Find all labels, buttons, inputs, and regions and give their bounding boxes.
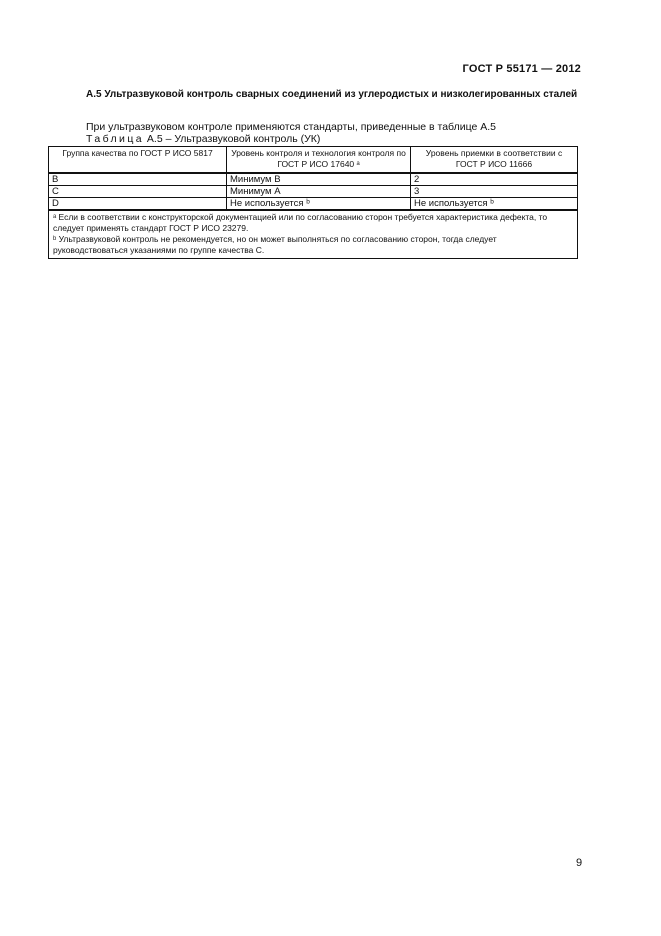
column-header-quality-group: Группа качества по ГОСТ Р ИСО 5817 <box>49 147 227 174</box>
intro-paragraph: При ультразвуковом контроле применяются стандарты, приведенные в таблице А.5 <box>86 121 496 133</box>
table-cell: Минимум В <box>227 173 411 186</box>
table-cell: Не используется ᵇ <box>227 198 411 211</box>
table-notes <box>49 210 578 259</box>
table-row <box>49 186 578 198</box>
table-cell: B <box>49 173 227 186</box>
table-cell: С <box>49 186 227 198</box>
document-code: ГОСТ Р 55171 — 2012 <box>462 63 581 75</box>
table-cell: Минимум А <box>227 186 411 198</box>
table-caption <box>86 133 320 145</box>
table-cell: 3 <box>411 186 578 198</box>
table-caption-text: А.5 – Ультразвуковой контроль (УК) <box>146 133 321 145</box>
section-heading: А.5 Ультразвуковой контроль сварных соединений из углеродистых и низколегированных сталей <box>86 89 578 100</box>
table-notes-row <box>49 210 578 259</box>
table-cell: 2 <box>411 173 578 186</box>
table-cell: Не используется ᵇ <box>411 198 578 211</box>
table-row <box>49 198 578 211</box>
page-number: 9 <box>576 857 583 869</box>
ultrasonic-control-table <box>48 146 578 259</box>
table-caption-word: Таблица <box>86 133 144 145</box>
table-note-a: ᵃ Если в соответствии с конструкторской документацией или по согласованию сторон требуется характеристика дефекта, то следует применять стандарт ГОСТ Р ИСО 23279. <box>53 212 548 233</box>
table-row <box>49 173 578 186</box>
column-header-acceptance-level: Уровень приемки в соответствии с ГОСТ Р ИСО 11666 <box>411 147 578 174</box>
table-note-b: ᵇ Ультразвуковой контроль не рекомендуется, но он может выполняться по согласованию сторон, тогда следует руководствоваться указаниями по группе качества С. <box>53 234 497 255</box>
table-cell: D <box>49 198 227 211</box>
column-header-control-level: Уровень контроля и технология контроля по ГОСТ Р ИСО 17640 ᵃ <box>227 147 411 174</box>
